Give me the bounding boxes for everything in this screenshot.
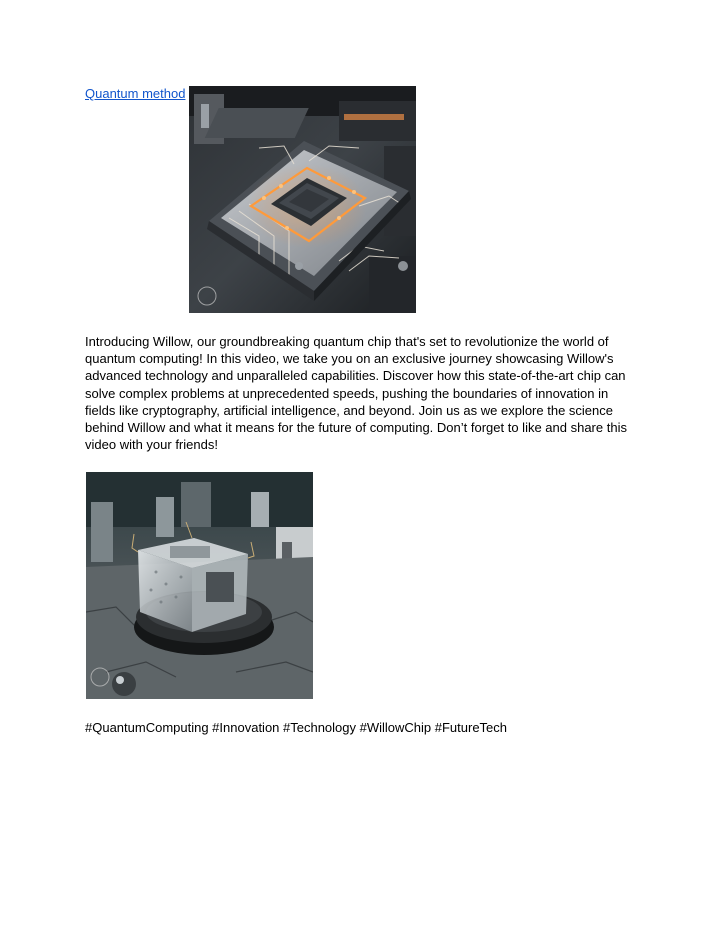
glass-cube-chip-image [86,472,313,699]
chip-circuit-board-image [189,86,416,313]
description-paragraph: Introducing Willow, our groundbreaking quantum chip that's set to revolutionize the world of quantum computing! In this video, we take you on an exclusive journey showcasing Willow's advanced technology and unparalleled capabilities. Discover how this state-of-the-art chip can solve complex problems at unprecedented speeds, pushing the boundaries of innovation in fields like cryptography, artificial intelligence, and beyond. Join us as we explore the science behind Willow and what it means for the future of computing. Don’t forget to like and share this video with your friends! [85,334,627,453]
quantum-method-link[interactable]: Quantum method [85,86,186,101]
hashtags: #QuantumComputing #Innovation #Technology #WillowChip #FutureTech [85,720,508,735]
link-line [85,86,185,102]
